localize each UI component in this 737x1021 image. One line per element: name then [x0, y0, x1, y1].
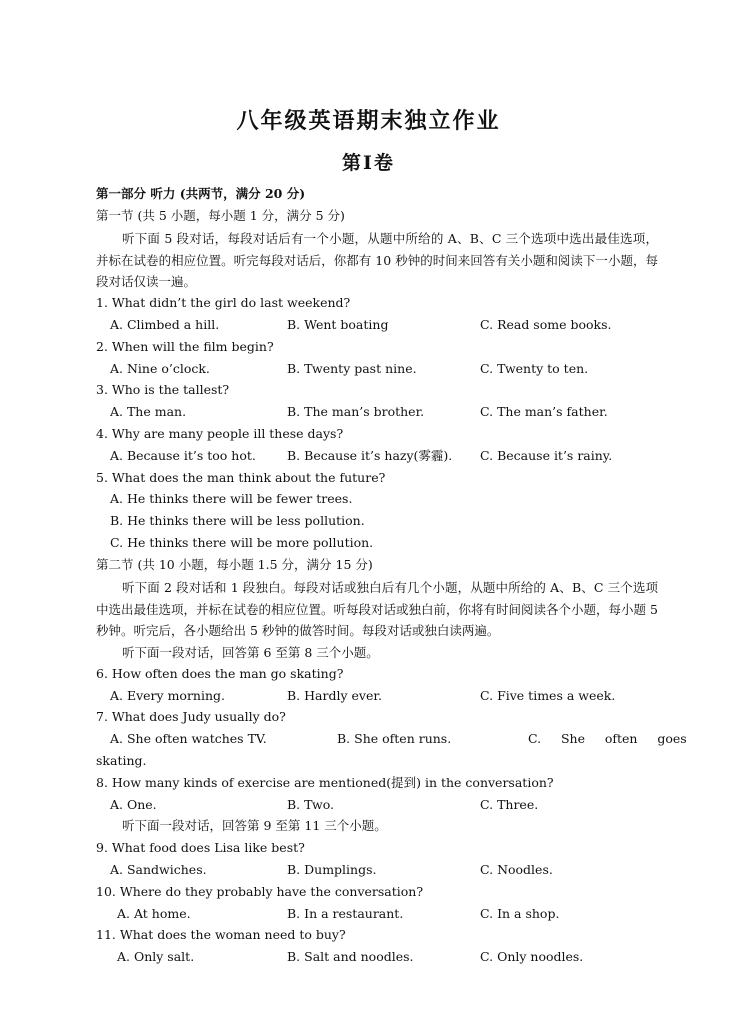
question-10-option-b: B. In a restaurant.: [287, 906, 404, 921]
question-3-option-a: A. The man.: [110, 404, 187, 419]
dialog2-instruction: 听下面一段对话，回答第 9 至第 11 三个小题。: [122, 818, 387, 833]
question-6-option-a: A. Every morning.: [110, 688, 225, 703]
question-10-stem: 10. Where do they probably have the conversation?: [96, 884, 424, 899]
question-9-option-b: B. Dumplings.: [287, 862, 377, 877]
question-7-option-c: C. She often goes: [528, 731, 687, 746]
question-7-option-b: B. She often runs.: [337, 731, 452, 746]
question-11-stem: 11. What does the woman need to buy?: [96, 927, 346, 942]
section2-instructions: 听下面 2 段对话和 1 段独白。每段对话或独白后有几个小题，从题中所给的 A、B、C 三个选项中选出最佳选项，并标在试卷的相应位置。听每段对话或独白前，你将有时间阅读各个小题，每小题 5 秒钟。听完后，各小题给出 5 秒钟的做答时间。每段对话或独白读两遍。: [96, 580, 658, 638]
question-1-option-a: A. Climbed a hill.: [110, 317, 220, 332]
question-6-option-c: C. Five times a week.: [480, 688, 616, 703]
question-5-stem: 5. What does the man think about the future?: [96, 470, 386, 485]
question-7-option-a: A. She often watches TV.: [110, 731, 267, 746]
question-3-option-c: C. The man’s father.: [480, 404, 608, 419]
question-8-option-b: B. Two.: [287, 797, 335, 812]
question-6-stem: 6. How often does the man go skating?: [96, 666, 344, 681]
question-5-option-b: B. He thinks there will be less pollution.: [110, 513, 365, 528]
question-8-option-a: A. One.: [110, 797, 157, 812]
question-4-option-a: A. Because it’s too hot.: [110, 448, 256, 463]
question-1-option-c: C. Read some books.: [480, 317, 612, 332]
question-1-option-b: B. Went boating: [287, 317, 389, 332]
part1-heading: 第一部分 听力 (共两节，满分 20 分): [96, 186, 306, 201]
question-2-stem: 2. When will the film begin?: [96, 339, 274, 354]
page-title: 八年级英语期末独立作业: [236, 108, 501, 134]
question-11-option-c: C. Only noodles.: [480, 949, 584, 964]
question-2-option-b: B. Twenty past nine.: [287, 361, 417, 376]
question-11-option-a: A. Only salt.: [117, 949, 195, 964]
section1-instructions: 听下面 5 段对话，每段对话后有一个小题，从题中所给的 A、B、C 三个选项中选出最佳选项，并标在试卷的相应位置。听完每段对话后，你都有 10 秒钟的时间来回答有关小题和阅读下一小题，每段对话仅读一遍。: [96, 231, 658, 289]
question-9-stem: 9. What food does Lisa like best?: [96, 840, 305, 855]
question-4-stem: 4. Why are many people ill these days?: [96, 426, 344, 441]
question-4-option-b: B. Because it’s hazy(雾霾).: [287, 448, 453, 463]
question-2-option-c: C. Twenty to ten.: [480, 361, 589, 376]
question-3-stem: 3. Who is the tallest?: [96, 382, 230, 397]
question-8-option-c: C. Three.: [480, 797, 539, 812]
section2-heading: 第二节 (共 10 小题，每小题 1.5 分，满分 15 分): [96, 557, 373, 572]
question-9-option-c: C. Noodles.: [480, 862, 553, 877]
question-5-option-a: A. He thinks there will be fewer trees.: [110, 491, 353, 506]
question-7-stem: 7. What does Judy usually do?: [96, 709, 286, 724]
question-7-option-c-continued: skating.: [96, 753, 147, 768]
question-6-option-b: B. Hardly ever.: [287, 688, 382, 703]
question-10-option-c: C. In a shop.: [480, 906, 560, 921]
question-1-stem: 1. What didn’t the girl do last weekend?: [96, 295, 351, 310]
question-2-option-a: A. Nine o’clock.: [110, 361, 210, 376]
question-8-stem: 8. How many kinds of exercise are mentioned(提到) in the conversation?: [96, 775, 554, 790]
question-5-option-c: C. He thinks there will be more pollution.: [110, 535, 374, 550]
paper-subtitle: 第Ⅰ卷: [342, 152, 395, 174]
question-4-option-c: C. Because it’s rainy.: [480, 448, 613, 463]
question-11-option-b: B. Salt and noodles.: [287, 949, 414, 964]
section1-heading: 第一节 (共 5 小题，每小题 1 分，满分 5 分): [96, 208, 345, 223]
question-10-option-a: A. At home.: [117, 906, 191, 921]
question-3-option-b: B. The man’s brother.: [287, 404, 425, 419]
question-9-option-a: A. Sandwiches.: [110, 862, 207, 877]
dialog1-instruction: 听下面一段对话，回答第 6 至第 8 三个小题。: [122, 645, 379, 660]
